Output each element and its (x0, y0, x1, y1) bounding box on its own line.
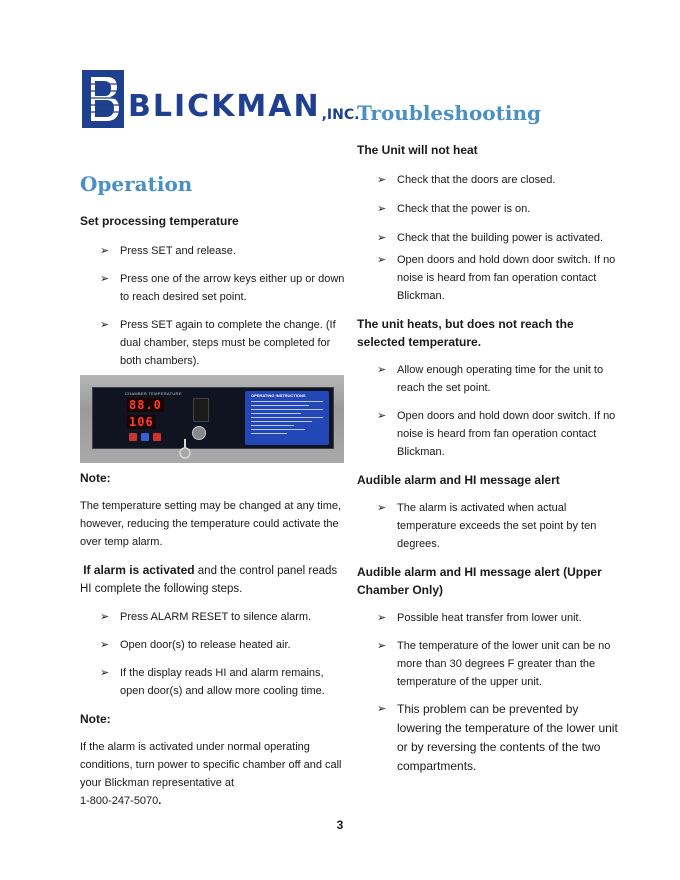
section-heading: Audible alarm and HI message alert (357, 473, 560, 487)
set-processing-heading: Set processing temperature (80, 214, 239, 228)
operation-column (80, 212, 345, 370)
blickman-b-icon (82, 70, 124, 128)
alarm-intro (80, 561, 345, 598)
list-item: ➢ Open door(s) to release heated air. (80, 636, 345, 654)
alarm-intro-rest: and the control panel reads HI complete the following steps. (80, 565, 338, 595)
logo-wordmark: BLICKMAN (128, 89, 321, 124)
arrow-up-button-icon (141, 433, 149, 441)
troubleshooting-column (357, 141, 625, 776)
arrow-bullet-icon: ➢ (377, 703, 387, 715)
arrow-bullet-icon: ➢ (377, 232, 387, 244)
list-item: ➢ Possible heat transfer from lower unit. (357, 609, 625, 627)
list-item: ➢ Press SET and release. (80, 242, 345, 260)
section-heading: The unit heats, but does not reach the selected temperature. (357, 317, 574, 349)
phone-number: 1-800-247-5070. (80, 795, 162, 807)
operating-instructions-title: OPERATING INSTRUCTIONS (251, 393, 306, 398)
section-list (357, 609, 625, 691)
section-list (357, 499, 625, 553)
arrow-bullet-icon: ➢ (377, 364, 387, 376)
list-item: ➢ Check that the building power is activated. (357, 229, 625, 247)
operation-heading: Operation (80, 172, 193, 196)
list-item: ➢ This problem can be prevented by lowering the temperature of the lower unit or by reversing the contents of the two compartments. (377, 702, 618, 773)
key-lock-icon (192, 426, 206, 440)
list-item: ➢ If the display reads HI and alarm remains, open door(s) and allow more cooling time. (80, 664, 345, 700)
section-list (357, 171, 625, 305)
key-icon (178, 439, 192, 463)
upper-led-display: 88.0 (129, 398, 162, 412)
arrow-bullet-icon: ➢ (100, 611, 110, 623)
arrow-bullet-icon: ➢ (377, 174, 387, 186)
list-item: ➢ Allow enough operating time for the unit to reach the set point. (357, 361, 625, 397)
instruction-lines (251, 401, 323, 437)
arrow-bullet-icon: ➢ (377, 502, 387, 514)
operating-instructions-plate (245, 391, 329, 445)
list-item: ➢ Open doors and hold down door switch. If no noise is heard from fan operation contact Blickman. (357, 407, 625, 461)
arrow-down-button-icon (153, 433, 161, 441)
list-item: ➢ Press ALARM RESET to silence alarm. (80, 608, 345, 626)
arrow-bullet-icon: ➢ (377, 640, 387, 652)
alarm-intro-bold: If alarm is activated (83, 563, 195, 577)
section-list (357, 361, 625, 461)
operation-notes (80, 469, 345, 810)
set-button-icon (129, 433, 137, 441)
arrow-bullet-icon: ➢ (100, 273, 110, 285)
list-item: ➢ Press one of the arrow keys either up or down to reach desired set point. (80, 270, 345, 306)
power-switch-icon (193, 398, 209, 422)
control-panel-photo (80, 375, 344, 463)
note-heading: Note: (80, 471, 111, 485)
logo-inc: ,INC. (321, 107, 360, 123)
arrow-bullet-icon: ➢ (100, 639, 110, 651)
list-item: ➢ Check that the doors are closed. (357, 171, 625, 189)
arrow-bullet-icon: ➢ (377, 254, 387, 266)
list-item: ➢ The temperature of the lower unit can be no more than 30 degrees F greater than the temperature of the upper unit. (357, 637, 625, 691)
arrow-bullet-icon: ➢ (377, 410, 387, 422)
arrow-bullet-icon: ➢ (100, 319, 110, 331)
note-text: The temperature setting may be changed at any time, however, reducing the temperature could activate the over temp alarm. (80, 500, 342, 548)
lower-led-display: 106 (129, 415, 154, 429)
page-number: 3 (336, 818, 344, 832)
list-item: ➢ Open doors and hold down door switch. If no noise is heard from fan operation contact Blickman. (357, 251, 625, 305)
arrow-bullet-icon: ➢ (100, 245, 110, 257)
troubleshooting-heading: Troubleshooting (357, 101, 541, 125)
list-item: ➢ Check that the power is on. (357, 200, 625, 218)
section-heading: Audible alarm and HI message alert (Upper Chamber Only) (357, 565, 602, 597)
chamber-temperature-label: CHAMBER TEMPERATURE (125, 391, 182, 396)
control-panel-face (92, 387, 334, 449)
arrow-bullet-icon: ➢ (377, 203, 387, 215)
section-list (357, 700, 625, 776)
note-heading: Note: (80, 712, 111, 726)
list-item: ➢ The alarm is activated when actual temperature exceeds the set point by ten degrees. (357, 499, 625, 553)
alarm-steps-list (80, 608, 345, 700)
set-steps-list (80, 242, 345, 370)
arrow-bullet-icon: ➢ (377, 612, 387, 624)
section-heading: The Unit will not heat (357, 143, 478, 157)
list-item: ➢ Press SET again to complete the change. (If dual chamber, steps must be completed for both chambers). (80, 316, 345, 370)
blickman-logo (82, 68, 359, 128)
arrow-bullet-icon: ➢ (100, 667, 110, 679)
note-text: If the alarm is activated under normal operating conditions, turn power to specific chamber off and call your Blickman representative at (80, 741, 342, 789)
